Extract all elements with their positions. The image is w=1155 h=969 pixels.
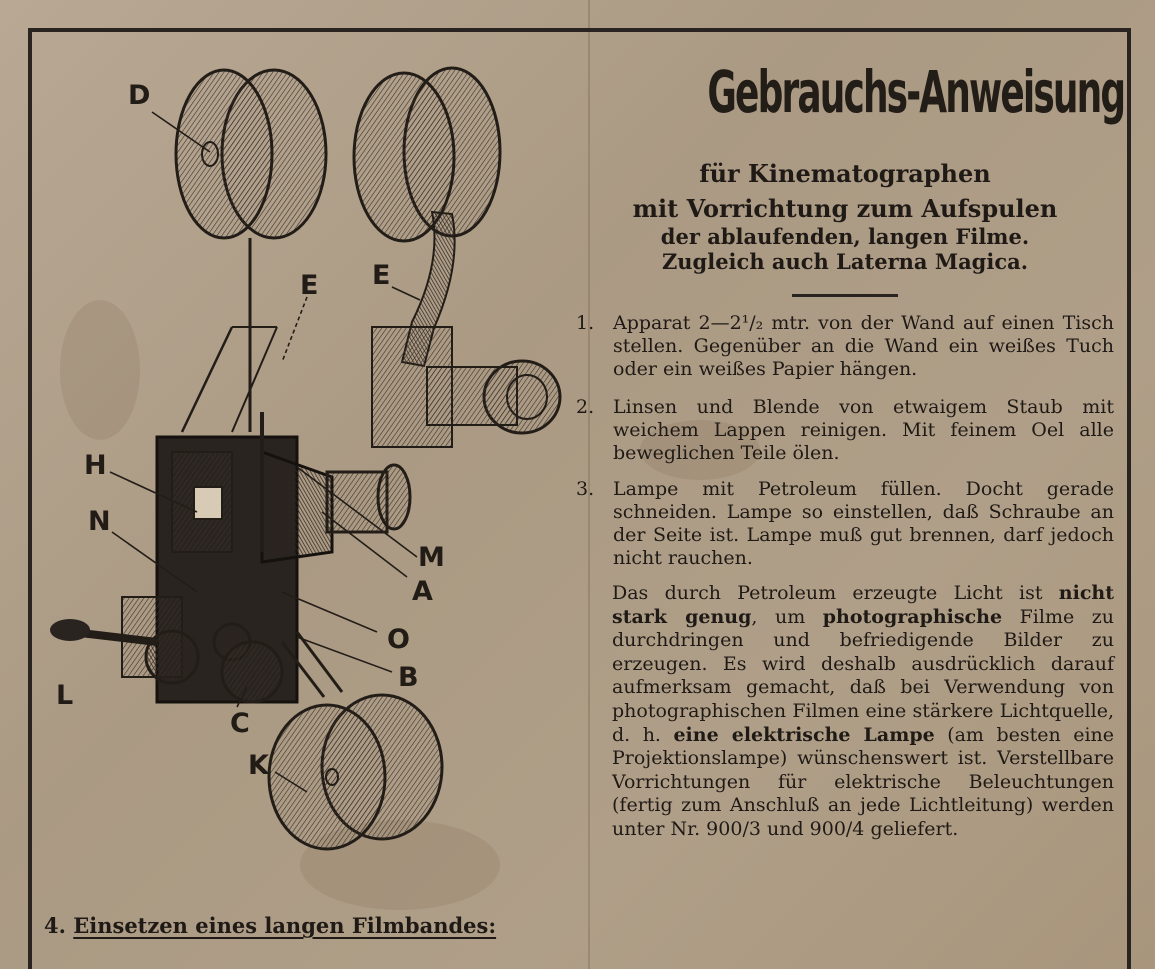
item-heading: Einsetzen eines langen Filmbandes: <box>73 913 497 938</box>
label-l: L <box>56 680 74 711</box>
item-text: Lampe mit Petroleum füllen. Docht gerade schneiden. Lampe so einstellen, daß Schraube an der Seite ist. Lampe muß gut brennen, darf jedoch nicht rauchen. <box>613 478 1114 569</box>
subtitle-line-4: Zugleich auch Laterna Magica. <box>661 248 1029 274</box>
bottom-reel <box>269 695 442 849</box>
lighting-note-paragraph <box>612 582 1114 842</box>
paragraph-bold: eine elektrische Lampe <box>673 723 935 746</box>
label-n: N <box>88 506 111 537</box>
paragraph-bold: photographische <box>822 605 1003 628</box>
paragraph-text: Das durch Petroleum erzeugte Licht ist <box>612 582 1059 604</box>
label-h: H <box>84 450 107 481</box>
paragraph-bold: nicht stark genug <box>612 582 1114 628</box>
paragraph-text: (am besten eine Projektionslampe) wünschenswert ist. Verstellbare Vorrichtungen für elektrische Beleuchtungen (fertig zum Anschluß an jede Lichtleitung) werden unter Nr. 900/3 und 900/4 geliefert. <box>612 723 1115 840</box>
label-a: A <box>412 576 433 607</box>
label-d: D <box>128 80 151 111</box>
label-c: C <box>230 708 250 739</box>
item-number: 4. <box>44 913 66 938</box>
item-text: Linsen und Blende von etwaigem Staub mit weichem Lappen reinigen. Mit feinem Oel alle beweglichen Teile ölen. <box>613 396 1114 464</box>
page-title: Gebrauchs-Anweisung <box>707 58 1125 126</box>
paragraph-text: , um <box>751 605 823 628</box>
subtitle-line-3: der ablaufenden, langen Filme. <box>660 223 1030 249</box>
paragraph-text: Filme zu durchdringen und befriedigende Bilder zu erzeugen. Es wird deshalb ausdrücklich darauf aufmerksam gemacht, daß bei Verwendung von photographischen Filmen eine stärkere Lichtquelle, d. h. <box>612 605 1114 746</box>
item-number: 1. <box>576 312 595 334</box>
instruction-item-4 <box>44 913 496 938</box>
label-m: M <box>418 542 445 573</box>
subtitle-line-1: für Kinematographen <box>699 159 991 188</box>
top-reel <box>176 70 326 432</box>
subtitle-block <box>600 160 1090 274</box>
item-number: 3. <box>576 478 595 500</box>
inset-reel <box>354 68 560 447</box>
label-e-main: E <box>300 270 319 301</box>
projector-illustration <box>32 32 592 912</box>
label-e-inset: E <box>372 260 391 291</box>
subtitle-line-2: mit Vorrichtung zum Aufspulen <box>632 193 1058 223</box>
item-number: 2. <box>576 396 595 418</box>
label-o: O <box>387 624 410 655</box>
item-text: Apparat 2—2¹/₂ mtr. von der Wand auf einen Tisch stellen. Gegenüber an die Wand ein weißes Tuch oder ein weißes Papier hängen. <box>613 312 1114 380</box>
title-divider <box>792 294 898 297</box>
label-k: K <box>248 750 269 781</box>
label-b: B <box>398 662 419 693</box>
